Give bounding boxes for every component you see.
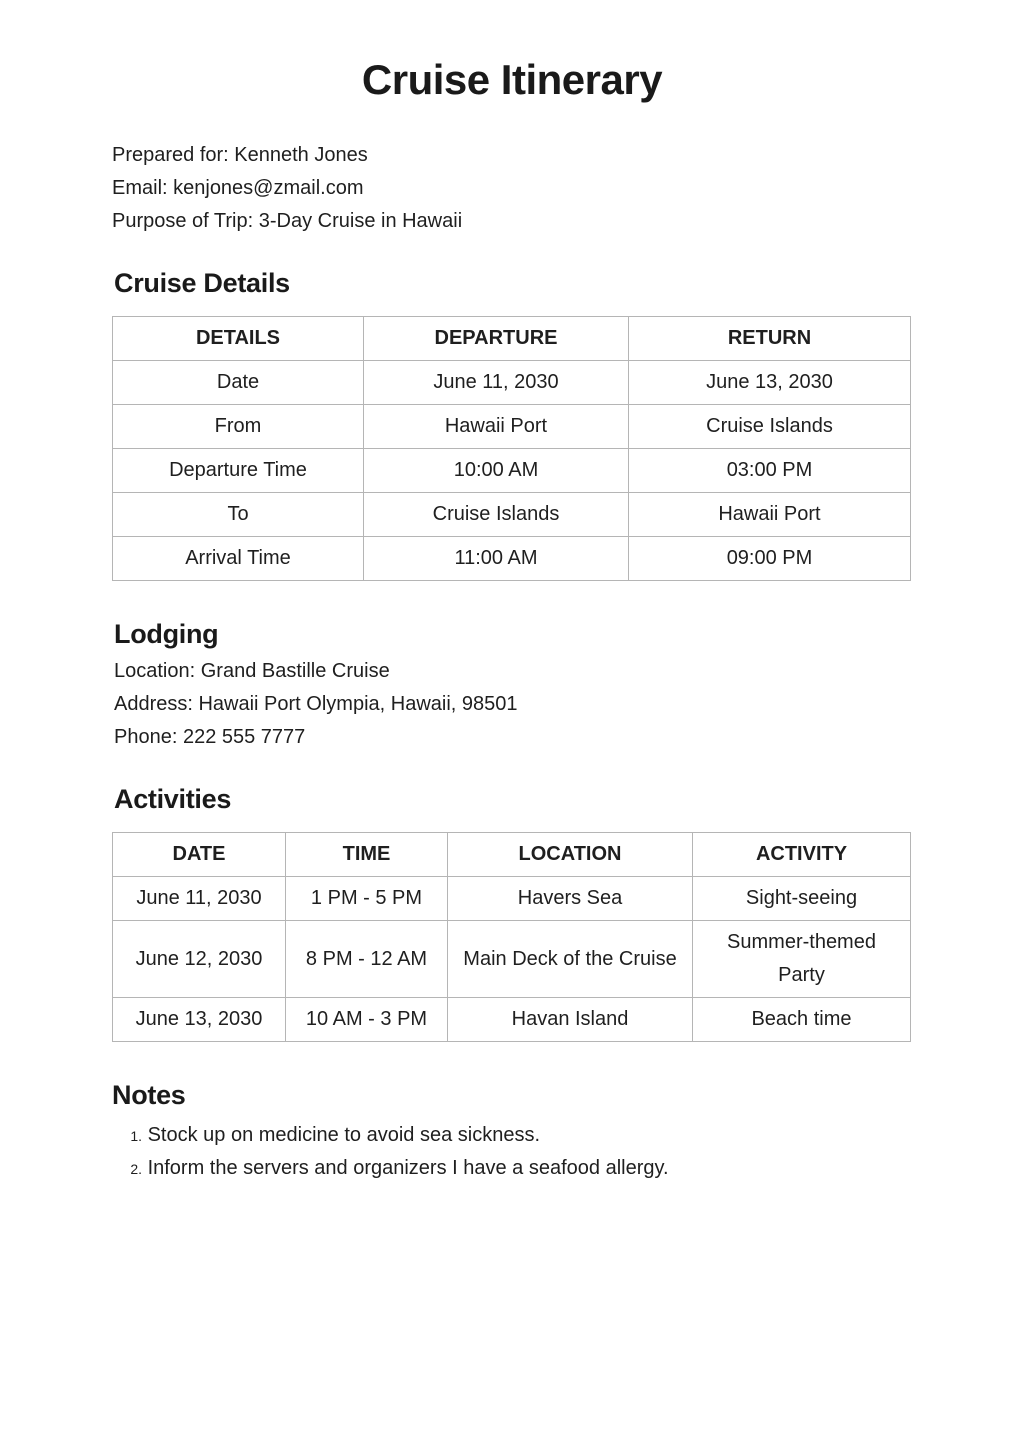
table-cell: June 12, 2030 [113, 921, 286, 998]
table-cell: June 13, 2030 [629, 361, 911, 405]
email-text: Email: kenjones@zmail.com [112, 177, 364, 199]
list-item-number: 2. [130, 1161, 142, 1177]
column-header: ACTIVITY [693, 833, 911, 877]
lodging-address-text: Address: Hawaii Port Olympia, Hawaii, 98501 [114, 693, 518, 715]
notes-heading: Notes [112, 1080, 186, 1110]
table-cell: 09:00 PM [629, 537, 911, 581]
table-cell: Departure Time [113, 449, 364, 493]
column-header: TIME [286, 833, 448, 877]
table-cell: Cruise Islands [364, 493, 629, 537]
column-header: DATE [113, 833, 286, 877]
table-header-row [113, 317, 911, 361]
table-cell: Cruise Islands [629, 405, 911, 449]
cruise-details-table [112, 316, 911, 581]
table-row [113, 361, 911, 405]
table-row [113, 449, 911, 493]
list-item [112, 1153, 669, 1186]
lodging-phone-text: Phone: 222 555 7777 [114, 726, 306, 748]
column-header: LOCATION [448, 833, 693, 877]
table-cell: 10 AM - 3 PM [286, 998, 448, 1042]
table-row [113, 998, 911, 1042]
table-cell: Havan Island [448, 998, 693, 1042]
cruise-details-heading: Cruise Details [114, 268, 290, 298]
lodging-heading: Lodging [114, 619, 219, 649]
table-cell: Havers Sea [448, 877, 693, 921]
list-item-text: Stock up on medicine to avoid sea sickness. [147, 1124, 540, 1146]
table-cell: To [113, 493, 364, 537]
purpose-text: Purpose of Trip: 3-Day Cruise in Hawaii [112, 210, 463, 232]
page-title: Cruise Itinerary [361, 56, 663, 103]
table-row [113, 877, 911, 921]
lodging-location-text: Location: Grand Bastille Cruise [114, 660, 390, 682]
table-cell: Arrival Time [113, 537, 364, 581]
table-cell: June 13, 2030 [113, 998, 286, 1042]
table-cell: Beach time [693, 998, 911, 1042]
list-item-number: 1. [130, 1128, 142, 1144]
column-header: DEPARTURE [364, 317, 629, 361]
column-header: RETURN [629, 317, 911, 361]
table-cell: 03:00 PM [629, 449, 911, 493]
table-cell: 11:00 AM [364, 537, 629, 581]
table-row [113, 921, 911, 998]
table-cell: 10:00 AM [364, 449, 629, 493]
notes-list [112, 1120, 669, 1186]
list-item [112, 1120, 669, 1153]
column-header: DETAILS [113, 317, 364, 361]
list-item-text: Inform the servers and organizers I have a seafood allergy. [147, 1157, 669, 1179]
table-cell: Summer-themed Party [693, 921, 911, 998]
table-cell: 1 PM - 5 PM [286, 877, 448, 921]
table-cell: Date [113, 361, 364, 405]
prepared-for-text: Prepared for: Kenneth Jones [112, 144, 368, 166]
table-cell: Hawaii Port [364, 405, 629, 449]
table-cell: 8 PM - 12 AM [286, 921, 448, 998]
table-cell: June 11, 2030 [113, 877, 286, 921]
table-cell: From [113, 405, 364, 449]
table-cell: June 11, 2030 [364, 361, 629, 405]
activities-table [112, 832, 911, 1042]
table-cell: Main Deck of the Cruise [448, 921, 693, 998]
activities-heading: Activities [114, 784, 232, 814]
table-cell: Hawaii Port [629, 493, 911, 537]
table-row [113, 493, 911, 537]
table-row [113, 405, 911, 449]
table-row [113, 537, 911, 581]
table-cell: Sight-seeing [693, 877, 911, 921]
table-header-row [113, 833, 911, 877]
